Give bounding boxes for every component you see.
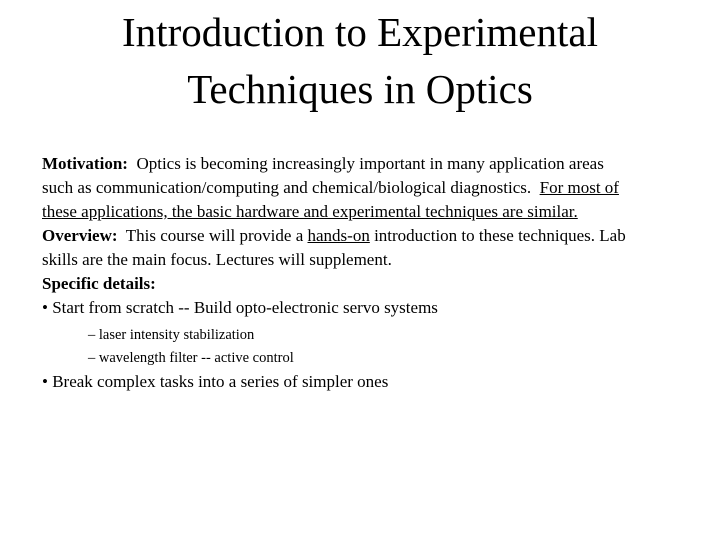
specific-heading <box>42 272 702 296</box>
bullet-item-1: • Start from scratch -- Build opto-electronic servo systems <box>42 298 438 317</box>
overview-label: Overview: <box>42 226 118 245</box>
motivation-underlined-3: these applications, the basic hardware and experimental techniques are similar. <box>42 202 578 221</box>
motivation-label: Motivation: <box>42 154 128 173</box>
motivation-line-3 <box>42 200 702 224</box>
overview-text-1a: This course will provide a <box>125 226 304 245</box>
motivation-text-2: such as communication/computing and chemical/biological diagnostics. <box>42 178 532 197</box>
overview-line-1 <box>42 224 702 248</box>
bullet-item-2: • Break complex tasks into a series of simpler ones <box>42 372 389 391</box>
overview-line-2 <box>42 248 702 272</box>
motivation-line-2 <box>42 176 702 200</box>
motivation-text-1: Optics is becoming increasingly important in many application areas <box>136 154 604 173</box>
sub-item-2: – wavelength filter -- active control <box>88 350 294 366</box>
slide-body <box>42 152 702 394</box>
motivation-line-1 <box>42 152 702 176</box>
slide-title <box>0 4 720 118</box>
overview-text-2: skills are the main focus. Lectures will supplement. <box>42 250 392 269</box>
title-line-2: Techniques in Optics <box>187 66 533 112</box>
title-line-1: Introduction to Experimental <box>122 9 598 55</box>
overview-text-1b: introduction to these techniques. Lab <box>374 226 626 245</box>
overview-underlined: hands-on <box>307 226 370 245</box>
specific-label: Specific details: <box>42 274 156 293</box>
motivation-underlined-2: For most of <box>539 178 619 197</box>
sub-item-1: – laser intensity stabilization <box>88 327 255 343</box>
